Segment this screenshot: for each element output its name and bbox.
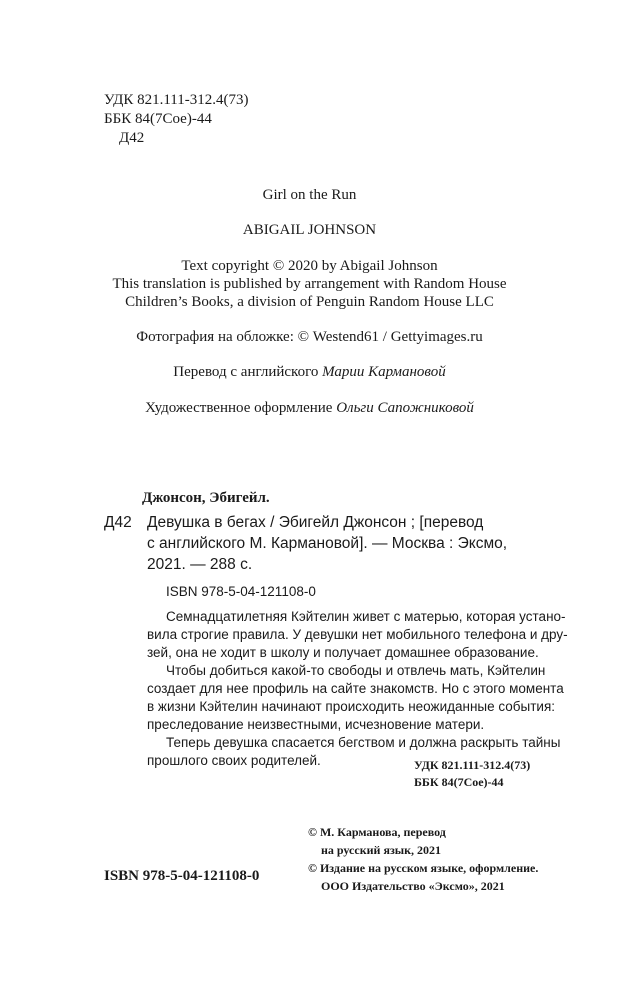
- annotation-line: прошлого своих родителей.: [147, 753, 321, 768]
- annotation-line: создает для нее профиль на сайте знакомств. Но с этого момента: [147, 681, 564, 696]
- copyright-line: Children’s Books, a division of Penguin Random House LLC: [125, 294, 494, 310]
- original-title: Girl on the Run: [262, 187, 357, 203]
- catalog-isbn: ISBN 978-5-04-121108-0: [166, 584, 316, 599]
- bottom-udk: УДК 821.111-312.4(73): [414, 758, 531, 772]
- annotation-line: Чтобы добиться какой-то свободы и отвлечь мать, Кэйтелин: [166, 663, 546, 678]
- rights-line: на русский язык, 2021: [321, 843, 442, 857]
- catalog-entry-line: 2021. — 288 с.: [147, 556, 253, 573]
- translator-name: Марии Кармановой: [322, 364, 446, 380]
- catalog-heading: Джонсон, Эбигейл.: [142, 490, 270, 506]
- copyright-line: Text copyright © 2020 by Abigail Johnson: [181, 258, 438, 274]
- annotation-line: Теперь девушка спасается бегством и должна раскрыть тайны: [166, 735, 561, 750]
- annotation-line: преследование неизвестными, исчезновение матери.: [147, 717, 485, 732]
- catalog-author-mark: Д42: [104, 514, 132, 531]
- design-credit: [0, 400, 619, 417]
- annotation-line: вила строгие правила. У девушки нет мобильного телефона и дру-: [147, 627, 568, 642]
- top-udk: УДК 821.111-312.4(73): [104, 92, 249, 108]
- rights-line: ООО Издательство «Эксмо», 2021: [321, 879, 505, 893]
- top-bbk: ББК 84(7Сое)-44: [104, 111, 212, 127]
- annotation-line: в жизни Кэйтелин начинают происходить неожиданные события:: [147, 699, 555, 714]
- catalog-entry-line: с английского М. Кармановой]. — Москва : Эксмо,: [147, 535, 508, 552]
- design-prefix: Художественное оформление: [145, 400, 337, 416]
- rights-line: © Издание на русском языке, оформление.: [308, 861, 539, 875]
- original-author: ABIGAIL JOHNSON: [242, 222, 377, 238]
- designer-name: Ольги Сапожниковой: [336, 400, 474, 416]
- translation-credit: [0, 364, 619, 381]
- rights-line: © М. Карманова, перевод: [308, 825, 446, 839]
- top-author-mark: Д42: [119, 130, 145, 146]
- annotation-line: Семнадцатилетняя Кэйтелин живет с матерью, которая устано-: [166, 609, 566, 624]
- translation-prefix: Перевод с английского: [173, 364, 323, 380]
- copyright-line: This translation is published by arrangement with Random House: [112, 276, 507, 292]
- bottom-bbk: ББК 84(7Сое)-44: [414, 775, 504, 789]
- photo-credit: Фотография на обложке: © Westend61 / Gettyimages.ru: [136, 329, 483, 345]
- annotation-line: зей, она не ходит в школу и получает домашнее образование.: [147, 645, 539, 660]
- footer-isbn: ISBN 978-5-04-121108-0: [104, 868, 260, 884]
- catalog-entry-line: Девушка в бегах / Эбигейл Джонсон ; [перевод: [147, 514, 484, 531]
